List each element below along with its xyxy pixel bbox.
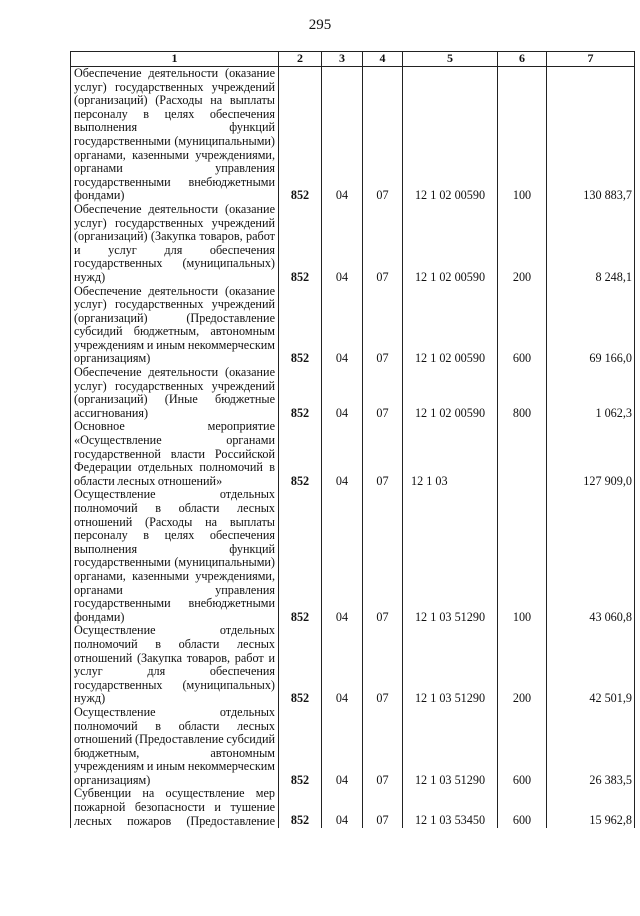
row-subsection: 07 (363, 706, 403, 788)
row-subsection: 07 (363, 366, 403, 420)
table-row (71, 366, 635, 420)
row-subsection: 07 (363, 624, 403, 706)
row-name: Субвенции на осуществление мер пожарной безопасности и тушение лесных пожаров (Предоставление (71, 787, 279, 828)
row-section: 04 (322, 366, 363, 420)
row-expense-type: 200 (498, 624, 547, 706)
row-target-code: 12 1 03 51290 (403, 624, 498, 706)
row-grbs: 852 (279, 787, 322, 828)
row-subsection: 07 (363, 285, 403, 367)
row-expense-type: 100 (498, 488, 547, 624)
row-target-code: 12 1 03 53450 (403, 787, 498, 828)
row-expense-type: 800 (498, 366, 547, 420)
row-section: 04 (322, 285, 363, 367)
table-row (71, 624, 635, 706)
page-number: 295 (308, 17, 332, 33)
column-header: 4 (363, 52, 403, 67)
table-row (71, 706, 635, 788)
table-row (71, 67, 635, 203)
row-amount: 26 383,5 (547, 706, 635, 788)
row-subsection: 07 (363, 488, 403, 624)
row-grbs: 852 (279, 706, 322, 788)
row-section: 04 (322, 488, 363, 624)
row-grbs: 852 (279, 366, 322, 420)
row-target-code: 12 1 03 51290 (403, 488, 498, 624)
table-row (71, 787, 635, 828)
row-name: Основное мероприятие «Осуществление органами государственной власти Российской Федерации отдельных полномочий в области лесных отношений» (71, 420, 279, 488)
row-section: 04 (322, 420, 363, 488)
row-target-code: 12 1 03 51290 (403, 706, 498, 788)
row-target-code: 12 1 02 00590 (403, 366, 498, 420)
row-section: 04 (322, 706, 363, 788)
row-grbs: 852 (279, 285, 322, 367)
row-name: Осуществление отдельных полномочий в области лесных отношений (Расходы на выплаты персоналу в целях обеспечения выполнения функций государственными (муниципальными) органами, казенными учреждениями, органами управления государственными внебюджетными фондами) (71, 488, 279, 624)
row-amount: 1 062,3 (547, 366, 635, 420)
row-amount: 8 248,1 (547, 203, 635, 285)
table-row (71, 203, 635, 285)
row-subsection: 07 (363, 67, 403, 203)
row-section: 04 (322, 67, 363, 203)
row-target-code: 12 1 03 (403, 420, 498, 488)
column-header: 3 (322, 52, 363, 67)
row-amount: 42 501,9 (547, 624, 635, 706)
table-row (71, 420, 635, 488)
row-name: Обеспечение деятельности (оказание услуг) государственных учреждений (организаций) (Закупка товаров, работ и услуг для обеспечения государственных (муниципальных) нужд) (71, 203, 279, 285)
row-expense-type: 600 (498, 706, 547, 788)
row-target-code: 12 1 02 00590 (403, 285, 498, 367)
row-amount: 127 909,0 (547, 420, 635, 488)
column-header: 7 (547, 52, 635, 67)
table-header-row (71, 52, 635, 67)
column-header: 6 (498, 52, 547, 67)
row-subsection: 07 (363, 787, 403, 828)
row-name: Осуществление отдельных полномочий в области лесных отношений (Предоставление субсидий бюджетным, автономным учреждениям и иным некоммерческим организациям) (71, 706, 279, 788)
row-expense-type: 600 (498, 285, 547, 367)
row-expense-type: 200 (498, 203, 547, 285)
row-name: Обеспечение деятельности (оказание услуг) государственных учреждений (организаций) (Предоставление субсидий бюджетным, автономным учреждениям и иным некоммерческим организациям) (71, 285, 279, 367)
row-amount: 69 166,0 (547, 285, 635, 367)
row-section: 04 (322, 787, 363, 828)
column-header: 2 (279, 52, 322, 67)
row-name: Обеспечение деятельности (оказание услуг) государственных учреждений (организаций) (Иные бюджетные ассигнования) (71, 366, 279, 420)
row-subsection: 07 (363, 420, 403, 488)
row-grbs: 852 (279, 420, 322, 488)
row-grbs: 852 (279, 203, 322, 285)
row-section: 04 (322, 203, 363, 285)
row-expense-type: 100 (498, 67, 547, 203)
row-amount: 15 962,8 (547, 787, 635, 828)
row-subsection: 07 (363, 203, 403, 285)
column-header: 1 (71, 52, 279, 67)
row-grbs: 852 (279, 67, 322, 203)
row-amount: 130 883,7 (547, 67, 635, 203)
row-amount: 43 060,8 (547, 488, 635, 624)
budget-table (70, 51, 635, 828)
row-grbs: 852 (279, 624, 322, 706)
table-row (71, 285, 635, 367)
row-target-code: 12 1 02 00590 (403, 203, 498, 285)
row-target-code: 12 1 02 00590 (403, 67, 498, 203)
row-name: Обеспечение деятельности (оказание услуг) государственных учреждений (организаций) (Расходы на выплаты персоналу в целях обеспечения выполнения функций государственными (муниципальными) органами, казенными учреждениями, органами управления государственными внебюджетными фондами) (71, 67, 279, 203)
row-expense-type (498, 420, 547, 488)
row-section: 04 (322, 624, 363, 706)
row-grbs: 852 (279, 488, 322, 624)
column-header: 5 (403, 52, 498, 67)
row-expense-type: 600 (498, 787, 547, 828)
table-row (71, 488, 635, 624)
row-name: Осуществление отдельных полномочий в области лесных отношений (Закупка товаров, работ и услуг для обеспечения государственных (муниципальных) нужд) (71, 624, 279, 706)
